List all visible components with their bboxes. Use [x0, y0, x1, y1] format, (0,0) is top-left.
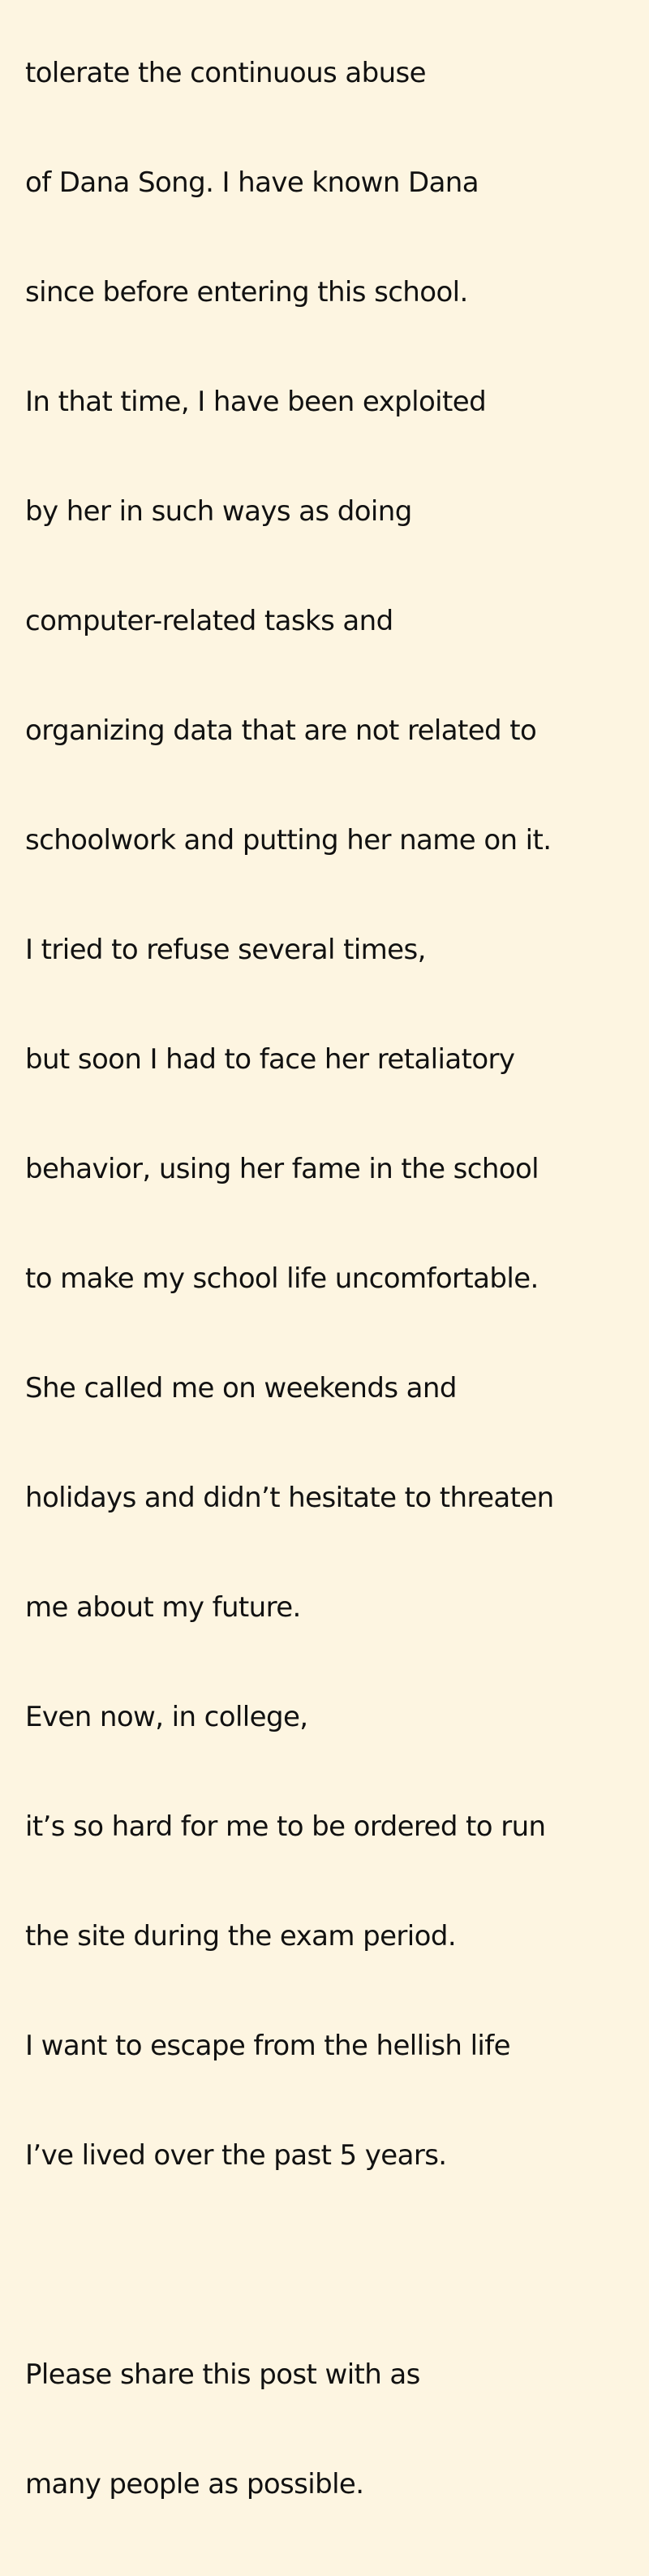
post-line: holidays and didn’t hesitate to threaten	[25, 1482, 554, 1514]
post-line: it’s so hard for me to be ordered to run	[25, 1810, 546, 1843]
post-line: She called me on weekends and	[25, 1372, 457, 1405]
post-line: I tried to refuse several times,	[25, 934, 426, 966]
post-line: me about my future.	[25, 1591, 301, 1624]
post-line: organizing data that are not related to	[25, 714, 537, 747]
post-line: the site during the exam period.	[25, 1920, 457, 1952]
post-line: behavior, using her fame in the school	[25, 1153, 539, 1185]
post-line: by her in such ways as doing	[25, 495, 412, 528]
post-line: I’ve lived over the past 5 years.	[25, 2139, 447, 2172]
post-line: I want to escape from the hellish life	[25, 2030, 510, 2062]
post-line: of Dana Song. I have known Dana	[25, 166, 479, 199]
post-line: many people as possible.	[25, 2468, 364, 2500]
post-line: schoolwork and putting her name on it.	[25, 824, 552, 857]
paragraph-break	[25, 2247, 642, 2284]
post-line: Even now, in college,	[25, 1701, 308, 1733]
post-line: computer-related tasks and	[25, 605, 393, 637]
post-line: Please share this post with as	[25, 2358, 420, 2391]
post-line: since before entering this school.	[25, 276, 468, 309]
post-line: but soon I had to face her retaliatory	[25, 1043, 515, 1076]
post-body	[25, 0, 642, 2576]
post-line: In that time, I have been exploited	[25, 386, 487, 418]
post-line: tolerate the continuous abuse	[25, 57, 426, 89]
post-line: to make my school life uncomfortable.	[25, 1262, 539, 1295]
